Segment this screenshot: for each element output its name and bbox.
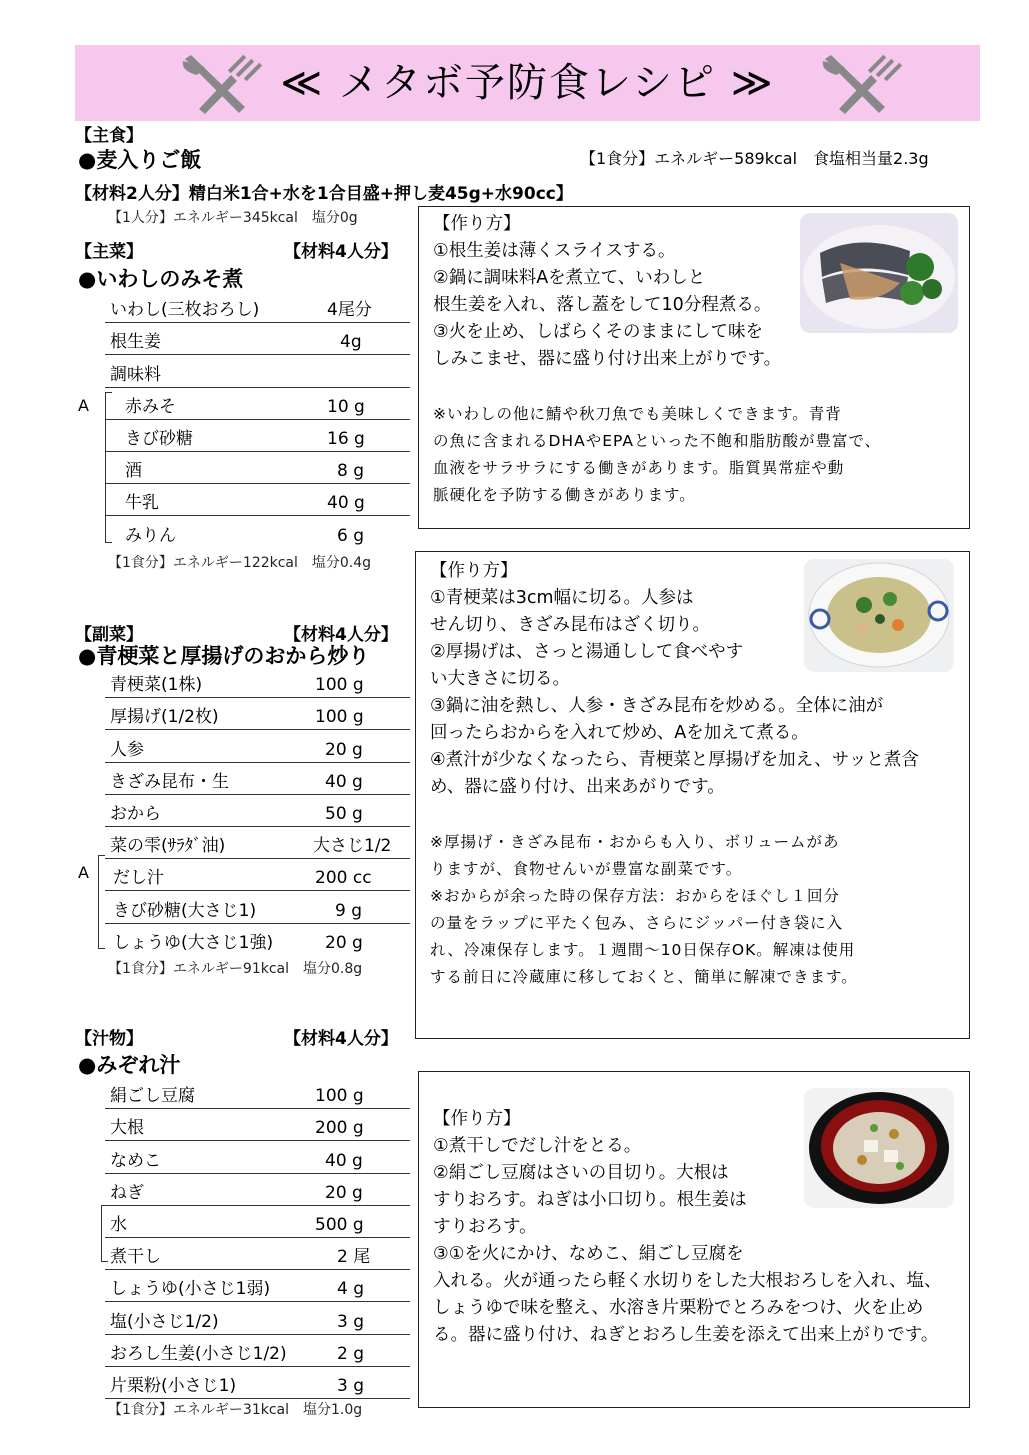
- table-row: きび砂糖 16 g: [105, 420, 410, 452]
- note-line: 血液をサラサラにする働きがあります。脂質異常症や動: [433, 459, 845, 477]
- serves-label: 【材料4人分】: [284, 625, 398, 645]
- table-row: だし汁 200 cc: [105, 859, 410, 891]
- sardine-nutrition: 【1食分】エネルギー122kcal 塩分0.4g: [108, 555, 372, 571]
- method-step: ②厚揚げは、さっと湯通しして食べやす: [430, 642, 744, 662]
- knife-fork-icon: [175, 51, 265, 117]
- serves-label: 【材料4人分】: [284, 1029, 398, 1049]
- table-row: 塩(小さじ1/2) 3 g: [105, 1302, 410, 1334]
- rice-ingredients: 【材料2人分】精白米1合+水を1合目盛+押し麦45g+水90cc】: [75, 184, 573, 204]
- table-row: 酒 8 g: [105, 452, 410, 484]
- table-row: 調味料: [105, 355, 410, 387]
- method-step: 回ったらおからを入れて炒め、Aを加えて煮る。: [430, 723, 809, 743]
- soup-photo: [804, 1088, 954, 1208]
- method-step: ③火を止め、しばらくそのままにして味を: [433, 322, 763, 342]
- table-row: きび砂糖(大さじ1) 9 g: [105, 891, 410, 923]
- table-row: 赤みそ 10 g: [105, 388, 410, 420]
- okara-photo: [804, 559, 954, 672]
- table-row: 絹ごし豆腐 100 g: [105, 1077, 410, 1109]
- dish-title-rice: ●麦入りご飯: [78, 148, 202, 172]
- rice-nutrition: 【1人分】エネルギー345kcal 塩分0g: [108, 210, 358, 226]
- group-bracket: [105, 392, 112, 543]
- total-nutrition: 【1食分】エネルギー589kcal 食塩相当量2.3g: [580, 149, 929, 168]
- table-row: みりん 6 g: [125, 525, 365, 546]
- dish-title-sardine: ●いわしのみそ煮: [78, 267, 244, 291]
- method-step: ①根生姜は薄くスライスする。: [433, 241, 676, 261]
- table-row: 根生姜 4g: [105, 323, 410, 355]
- table-row: きざみ昆布・生 40 g: [105, 763, 410, 795]
- table-row: 牛乳 40 g: [105, 484, 410, 516]
- note-line: りますが、食物せんいが豊富な副菜です。: [430, 860, 743, 878]
- ingredient-table-okara: [105, 666, 410, 955]
- method-step: しょうゆで味を整え、水溶き片栗粉でとろみをつけ、火を止め: [433, 1298, 924, 1318]
- group-label-a: A: [78, 863, 89, 882]
- table-row: なめこ 40 g: [105, 1141, 410, 1173]
- method-step: ①青梗菜は3cm幅に切る。人参は: [430, 588, 694, 608]
- table-row: ねぎ 20 g: [105, 1174, 410, 1206]
- note-line: ※おからが余った時の保存方法：おからをほぐし１回分: [430, 887, 840, 905]
- page-title: ≪ メタボ予防食レシピ ≫: [280, 60, 775, 106]
- method-box-sardine: [418, 206, 970, 529]
- note-line: の量をラップに平たく包み、さらにジッパー付き袋に入: [430, 914, 844, 932]
- method-step: ①煮干しでだし汁をとる。: [433, 1136, 642, 1156]
- method-step: ④煮汁が少なくなったら、青梗菜と厚揚げを加え、サッと煮含: [430, 750, 919, 770]
- table-row: 片栗粉(小さじ1) 3 g: [105, 1367, 410, 1399]
- table-row: 菜の雫(ｻﾗﾀﾞ油) 大さじ1/2: [105, 827, 410, 859]
- note-line: の魚に含まれるDHAやEPAといった不飽和脂肪酸が豊富で、: [433, 432, 882, 450]
- method-step: 根生姜を入れ、落し蓋をして10分程煮る。: [433, 295, 772, 315]
- method-step: しみこませ、器に盛り付け出来上がりです。: [433, 349, 782, 369]
- method-step: ②絹ごし豆腐はさいの目切り。大根は: [433, 1163, 729, 1183]
- method-step: ③鍋に油を熱し、人参・きざみ昆布を炒める。全体に油が: [430, 696, 884, 716]
- table-row: しょうゆ(大さじ1強) 20 g: [113, 932, 363, 953]
- method-title: 【作り方】: [433, 1109, 521, 1129]
- note-line: ※いわしの他に鯖や秋刀魚でも美味しくできます。青背: [433, 405, 842, 423]
- group-bracket: [98, 855, 105, 949]
- method-step: すりおろす。ねぎは小口切り。根生姜は: [433, 1190, 747, 1210]
- method-step: すりおろす。: [433, 1217, 537, 1237]
- method-title: 【作り方】: [430, 561, 518, 581]
- table-row: しょうゆ(小さじ1弱) 4 g: [105, 1270, 410, 1302]
- serves-label: 【材料4人分】: [284, 242, 398, 262]
- group-label-a: A: [78, 396, 89, 415]
- table-row: 青梗菜(1株) 100 g: [105, 666, 410, 698]
- sardine-photo: [800, 213, 958, 333]
- section-label-shushoku: 【主食】: [75, 126, 143, 146]
- knife-fork-icon: [815, 51, 905, 117]
- note-line: 脈硬化を予防する働きがあります。: [433, 486, 696, 504]
- section-label-fukusai: 【副菜】: [75, 625, 143, 645]
- note-line: れ、冷凍保存します。１週間〜10日保存OK。解凍は使用: [430, 941, 856, 959]
- method-step: め、器に盛り付け、出来あがりです。: [430, 777, 725, 797]
- method-title: 【作り方】: [433, 214, 521, 234]
- dish-title-okara: ●青梗菜と厚揚げのおから炒り: [78, 644, 370, 668]
- table-row: 人参 20 g: [105, 730, 410, 762]
- section-label-shusai: 【主菜】: [75, 242, 143, 262]
- table-row: いわし(三枚おろし) 4尾分: [105, 291, 410, 323]
- method-step: い大きさに切る。: [430, 669, 570, 689]
- method-step: せん切り、きざみ昆布はざく切り。: [430, 615, 710, 635]
- table-row: 厚揚げ(1/2枚) 100 g: [105, 698, 410, 730]
- method-step: ③①を火にかけ、なめこ、絹ごし豆腐を: [433, 1244, 744, 1264]
- method-box-okara: [415, 551, 970, 1039]
- ingredient-table-sardine: [105, 291, 410, 548]
- method-step: 入れる。火が通ったら軽く水切りをした大根おろしを入れ、塩、: [433, 1271, 942, 1291]
- header-banner: [75, 45, 980, 121]
- table-row: 水 500 g: [105, 1206, 410, 1238]
- soup-nutrition: 【1食分】エネルギー31kcal 塩分1.0g: [108, 1402, 363, 1418]
- table-row: おから 50 g: [105, 795, 410, 827]
- ingredient-table-soup: [105, 1077, 410, 1399]
- group-bracket: [101, 1205, 108, 1262]
- method-step: ②鍋に調味料Aを煮立て、いわしと: [433, 268, 706, 288]
- section-label-shirumono: 【汁物】: [75, 1029, 143, 1049]
- method-step: る。器に盛り付け、ねぎとおろし生姜を添えて出来上がりです。: [433, 1325, 939, 1345]
- okara-nutrition: 【1食分】エネルギー91kcal 塩分0.8g: [108, 961, 363, 977]
- table-row: 大根 200 g: [105, 1109, 410, 1141]
- note-line: する前日に冷蔵庫に移しておくと、簡単に解凍できます。: [430, 968, 858, 986]
- note-line: ※厚揚げ・きざみ昆布・おからも入り、ボリュームがあ: [430, 833, 840, 851]
- table-row: 煮干し 2 尾: [105, 1238, 410, 1270]
- method-box-soup: [418, 1071, 970, 1408]
- table-row: おろし生姜(小さじ1/2) 2 g: [105, 1335, 410, 1367]
- dish-title-soup: ●みぞれ汁: [78, 1053, 181, 1077]
